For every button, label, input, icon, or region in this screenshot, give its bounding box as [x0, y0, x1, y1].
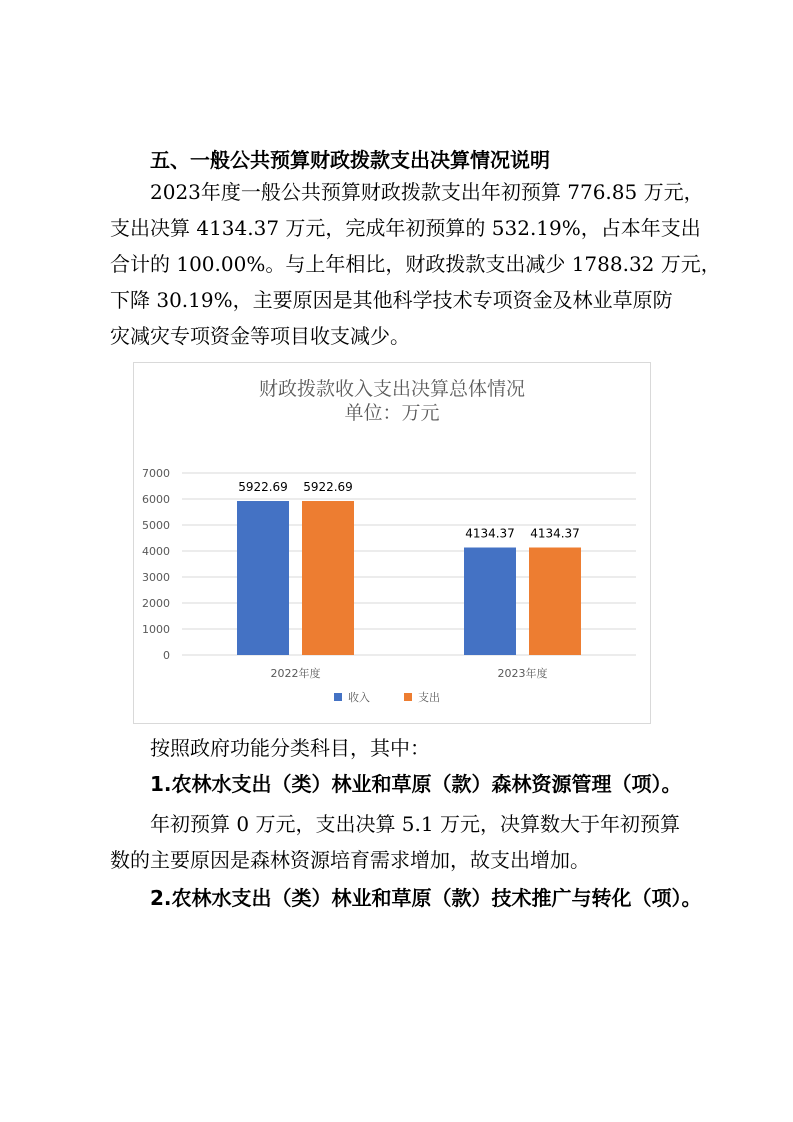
section-heading: 五、一般公共预算财政拨款支出决算情况说明	[150, 148, 550, 172]
y-tick-label: 4000	[142, 545, 170, 558]
classification-intro: 按照政府功能分类科目，其中：	[150, 736, 430, 760]
bar	[302, 501, 354, 655]
paragraph-line: 下降 30.19%，主要原因是其他科学技术专项资金及林业草原防	[110, 288, 673, 312]
item1-text-line: 数的主要原因是森林资源培育需求增加，故支出增加。	[110, 848, 590, 872]
y-tick-label: 5000	[142, 519, 170, 532]
y-tick-label: 6000	[142, 493, 170, 506]
chart-subtitle: 单位：万元	[344, 402, 440, 424]
legend-swatch	[404, 693, 412, 701]
data-label: 5922.69	[238, 480, 288, 495]
chart-title: 财政拨款收入支出决算总体情况	[258, 378, 526, 400]
bar	[237, 501, 289, 655]
legend-swatch	[334, 693, 342, 701]
x-tick-label: 2022年度	[270, 667, 321, 680]
paragraph-line: 灾减灾专项资金等项目收支减少。	[110, 324, 410, 348]
bar	[464, 548, 516, 655]
legend-label: 收入	[348, 691, 370, 704]
data-label: 5922.69	[303, 480, 353, 495]
data-label: 4134.37	[530, 526, 580, 541]
item1-heading: 1.农林水支出（类）林业和草原（款）森林资源管理（项）。	[150, 772, 682, 796]
bar	[529, 548, 581, 655]
y-tick-label: 7000	[142, 467, 170, 480]
item1-text-line: 年初预算 0 万元，支出决算 5.1 万元，决算数大于年初预算	[150, 812, 680, 836]
paragraph-line: 支出决算 4134.37 万元，完成年初预算的 532.19%，占本年支出	[110, 216, 701, 240]
y-tick-label: 1000	[142, 623, 170, 636]
item2-heading: 2.农林水支出（类）林业和草原（款）技术推广与转化（项）。	[150, 886, 702, 910]
paragraph-line: 2023年度一般公共预算财政拨款支出年初预算 776.85 万元，	[150, 180, 704, 204]
y-tick-label: 0	[163, 649, 170, 662]
y-tick-label: 3000	[142, 571, 170, 584]
chart-container	[133, 362, 651, 724]
bar-chart	[134, 363, 650, 723]
x-tick-label: 2023年度	[497, 667, 548, 680]
paragraph-line: 合计的 100.00%。与上年相比，财政拨款支出减少 1788.32 万元，	[110, 252, 721, 276]
data-label: 4134.37	[465, 526, 515, 541]
legend-label: 支出	[418, 691, 440, 704]
y-tick-label: 2000	[142, 597, 170, 610]
